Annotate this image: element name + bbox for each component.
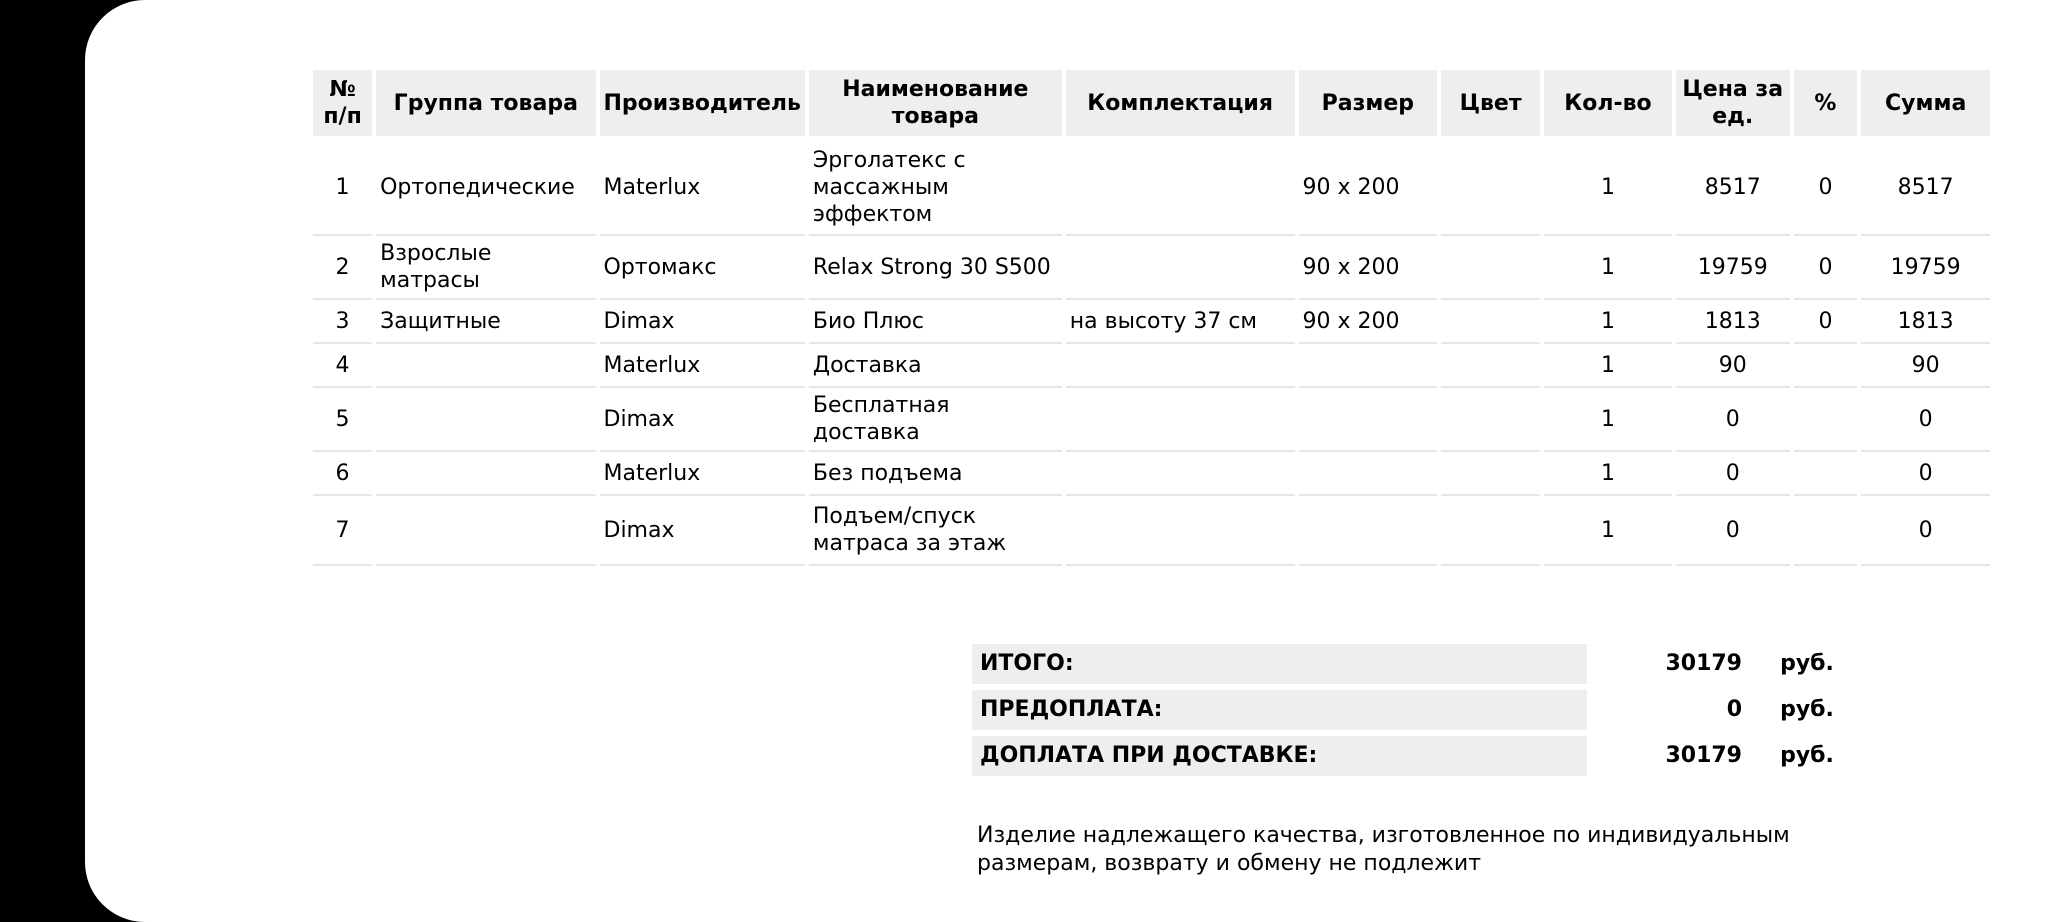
cell-kit xyxy=(1066,452,1295,496)
cell-percent xyxy=(1794,452,1858,496)
cell-price: 8517 xyxy=(1676,140,1790,236)
cell-number: 5 xyxy=(313,388,372,452)
return-policy-note: Изделие надлежащего качества, изготовленное по индивидуальным размерам, возврату и обмену не подлежит xyxy=(977,823,1790,876)
cell-qty: 1 xyxy=(1544,344,1672,388)
table-row xyxy=(313,236,1990,300)
cell-color xyxy=(1441,140,1540,236)
cell-name: Подъем/спуск матраса за этаж xyxy=(809,496,1062,566)
cell-group xyxy=(376,388,595,452)
header-name: Наименование товара xyxy=(809,70,1062,140)
cell-group: Взрослые матрасы xyxy=(376,236,595,300)
cell-sum: 0 xyxy=(1861,496,1990,566)
cell-maker: Materlux xyxy=(600,452,805,496)
cell-kit xyxy=(1066,140,1295,236)
cell-name: Relax Strong 30 S500 xyxy=(809,236,1062,300)
cell-kit xyxy=(1066,388,1295,452)
table-row xyxy=(313,300,1990,344)
cell-group: Защитные xyxy=(376,300,595,344)
cell-sum: 19759 xyxy=(1861,236,1990,300)
order-table xyxy=(309,70,1994,566)
cell-size: 90 x 200 xyxy=(1299,300,1438,344)
cell-percent xyxy=(1794,344,1858,388)
header-number: № п/п xyxy=(313,70,372,140)
cell-number: 4 xyxy=(313,344,372,388)
cell-qty: 1 xyxy=(1544,388,1672,452)
cell-number: 7 xyxy=(313,496,372,566)
table-row xyxy=(313,452,1990,496)
prepay-value: 0 xyxy=(1726,697,1742,722)
cell-size xyxy=(1299,496,1438,566)
cell-percent xyxy=(1794,388,1858,452)
cell-name: Био Плюс xyxy=(809,300,1062,344)
cell-price: 0 xyxy=(1676,496,1790,566)
cell-kit xyxy=(1066,496,1295,566)
cell-number: 3 xyxy=(313,300,372,344)
table-row xyxy=(313,388,1990,452)
cell-group xyxy=(376,496,595,566)
cell-sum: 0 xyxy=(1861,452,1990,496)
table-row xyxy=(313,496,1990,566)
total-label: ИТОГО: xyxy=(972,644,1587,684)
cell-maker: Materlux xyxy=(600,140,805,236)
header-size: Размер xyxy=(1299,70,1438,140)
cell-name: Эрголатекс с массажным эффектом xyxy=(809,140,1062,236)
ondelivery-currency: руб. xyxy=(1780,743,1834,768)
cell-sum: 90 xyxy=(1861,344,1990,388)
cell-percent: 0 xyxy=(1794,140,1858,236)
table-row xyxy=(313,140,1990,236)
cell-group xyxy=(376,452,595,496)
cell-color xyxy=(1441,300,1540,344)
cell-kit: на высоту 37 см xyxy=(1066,300,1295,344)
header-group: Группа товара xyxy=(376,70,595,140)
cell-maker: Dimax xyxy=(600,388,805,452)
cell-size xyxy=(1299,344,1438,388)
cell-price: 0 xyxy=(1676,452,1790,496)
cell-name: Бесплатная доставка xyxy=(809,388,1062,452)
ondelivery-value: 30179 xyxy=(1665,743,1742,768)
cell-size: 90 x 200 xyxy=(1299,236,1438,300)
header-color: Цвет xyxy=(1441,70,1540,140)
cell-size: 90 x 200 xyxy=(1299,140,1438,236)
table-header-row xyxy=(313,70,1990,140)
header-kit: Комплектация xyxy=(1066,70,1295,140)
ondelivery-row xyxy=(972,736,1872,782)
cell-kit xyxy=(1066,344,1295,388)
totals-block xyxy=(972,644,1872,782)
cell-size xyxy=(1299,452,1438,496)
cell-maker: Dimax xyxy=(600,496,805,566)
cell-sum: 8517 xyxy=(1861,140,1990,236)
cell-qty: 1 xyxy=(1544,140,1672,236)
cell-number: 2 xyxy=(313,236,372,300)
cell-sum: 1813 xyxy=(1861,300,1990,344)
cell-qty: 1 xyxy=(1544,496,1672,566)
cell-maker: Dimax xyxy=(600,300,805,344)
cell-color xyxy=(1441,452,1540,496)
cell-qty: 1 xyxy=(1544,236,1672,300)
cell-number: 1 xyxy=(313,140,372,236)
header-price: Цена за ед. xyxy=(1676,70,1790,140)
cell-name: Доставка xyxy=(809,344,1062,388)
cell-maker: Materlux xyxy=(600,344,805,388)
cell-group: Ортопедические xyxy=(376,140,595,236)
cell-name: Без подъема xyxy=(809,452,1062,496)
ondelivery-label: ДОПЛАТА ПРИ ДОСТАВКЕ: xyxy=(972,736,1587,776)
prepay-label: ПРЕДОПЛАТА: xyxy=(972,690,1587,730)
cell-percent xyxy=(1794,496,1858,566)
cell-price: 1813 xyxy=(1676,300,1790,344)
cell-number: 6 xyxy=(313,452,372,496)
prepay-row xyxy=(972,690,1872,736)
cell-kit xyxy=(1066,236,1295,300)
cell-price: 90 xyxy=(1676,344,1790,388)
table-row xyxy=(313,344,1990,388)
cell-color xyxy=(1441,236,1540,300)
header-qty: Кол-во xyxy=(1544,70,1672,140)
cell-sum: 0 xyxy=(1861,388,1990,452)
cell-qty: 1 xyxy=(1544,452,1672,496)
cell-size xyxy=(1299,388,1438,452)
cell-color xyxy=(1441,388,1540,452)
cell-qty: 1 xyxy=(1544,300,1672,344)
header-sum: Сумма xyxy=(1861,70,1990,140)
total-value: 30179 xyxy=(1665,651,1742,676)
total-row xyxy=(972,644,1872,690)
prepay-currency: руб. xyxy=(1780,697,1834,722)
cell-percent: 0 xyxy=(1794,236,1858,300)
cell-maker: Ортомакс xyxy=(600,236,805,300)
cell-price: 0 xyxy=(1676,388,1790,452)
document-sheet xyxy=(85,0,2048,922)
cell-price: 19759 xyxy=(1676,236,1790,300)
cell-color xyxy=(1441,344,1540,388)
header-percent: % xyxy=(1794,70,1858,140)
cell-color xyxy=(1441,496,1540,566)
cell-group xyxy=(376,344,595,388)
header-maker: Производитель xyxy=(600,70,805,140)
total-currency: руб. xyxy=(1780,651,1834,676)
cell-percent: 0 xyxy=(1794,300,1858,344)
